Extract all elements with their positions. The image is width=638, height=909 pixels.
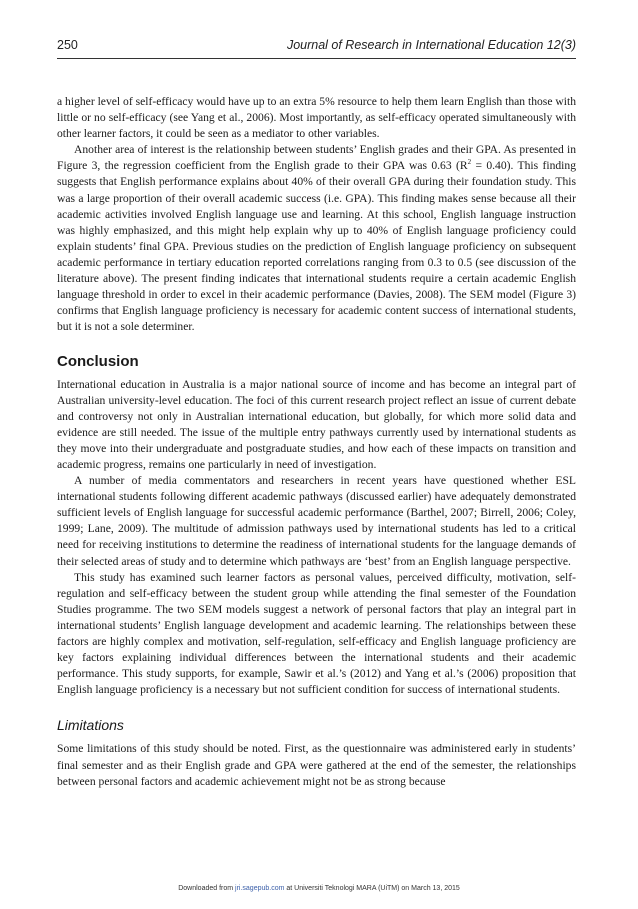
journal-title: Journal of Research in International Education 12(3)	[286, 38, 576, 52]
paragraph-english-gpa-start: Another area of interest is the relationship between students’ English grades and their GPA. As presented in Figure 3, the regression coefficient from the English grade to their GPA was 0.63 (R	[57, 143, 576, 173]
footer-prefix: Downloaded from	[178, 885, 236, 892]
paragraph-self-efficacy: a higher level of self-efficacy would have up to an extra 5% resource to help them learn English than those with little or no self-efficacy (see Yang et al., 2006). Most importantly, as self-efficacy operated simultaneously with other learner factors, it could be seen as a mediator to other variables.	[57, 95, 576, 141]
limitations-heading: Limitations	[57, 717, 124, 734]
paragraph-conclusion-3: This study has examined such learner factors as personal values, perceived difficulty, motivation, self-regulation and self-efficacy between the student group while attending the final semester of the Foundation Studies programme. The two SEM models suggest a network of personal factors that play an integral part in international students’ English language development and academic learning. The relationships between these factors are highly complex and motivation, self-regulation, self-efficacy and English language proficiency are key factors explaining individual differences between the international students and their academic performance. This study supports, for example, Sawir et al.’s (2012) and Yang et al.’s (2006) proposition that English language proficiency is a necessary but not sufficient condition for success of international students.	[57, 570, 576, 697]
running-header	[57, 38, 576, 59]
conclusion-heading: Conclusion	[57, 353, 139, 371]
article-body	[57, 94, 576, 790]
r-squared-superscript: 2	[467, 158, 472, 167]
journal-page	[57, 38, 576, 790]
page-number: 250	[57, 38, 78, 52]
paragraph-conclusion-1: International education in Australia is a major national source of income and has become an integral part of Australian university-level education. The foci of this current research project reflect an issue of current debate and controversy not only in Australian international education, but globally, for which more solid data and evidence are still needed. The issue of the multiple entry pathways currently used by international students as they move into their undergraduate and postgraduate studies, and how each of these impacts on transition and academic progress, remains one particularly in need of investigation.	[57, 377, 576, 471]
footer-suffix: at Universiti Teknologi MARA (UiTM) on March 13, 2015	[284, 885, 460, 892]
paragraph-limitations: Some limitations of this study should be noted. First, as the questionnaire was administered early in students’ final semester and as their English grade and GPA were gathered at the end of the semester, the relationships between personal factors and academic achievement might not be as strong because	[57, 742, 576, 788]
paragraph-english-gpa-rest: = 0.40). This finding suggests that English performance explains about 40% of their overall GPA during their foundation study. This was a large proportion of their overall academic success (i.e. GPA). This finding makes sense because all their academic activities involved English language use and learning. At this school, English language instruction was highly emphasized, and this might help explain why up to 40% of English language proficiency could explain students’ final GPA. Previous studies on the prediction of English language proficiency on subsequent academic performance in tertiary education reported correlations ranging from 0.3 to 0.5 (see discussion of the literature above). The present finding indicates that international students require a certain academic English language threshold in order to excel in their academic performance (Davies, 2008). The SEM model (Figure 3) confirms that English language proficiency is necessary for academic content success of international students, but it is not a sole determiner.	[57, 159, 576, 334]
paragraph-english-gpa	[57, 142, 576, 335]
footer-link[interactable]: jri.sagepub.com	[235, 885, 285, 892]
paragraph-conclusion-2: A number of media commentators and researchers in recent years have questioned whether ESL international students following different academic pathways (discussed earlier) have adequately demonstrated sufficient levels of English language for successful academic performance (Barthel, 2007; Birrell, 2006; Coley, 1999; Lane, 2009). The multitude of admission pathways used by international students has led to a critical need for receiving institutions to determine the readiness of international students for the language demands of their selected areas of study and to determine which pathways are ‘best’ from an English language perspective.	[57, 474, 576, 568]
download-footer	[0, 885, 638, 892]
